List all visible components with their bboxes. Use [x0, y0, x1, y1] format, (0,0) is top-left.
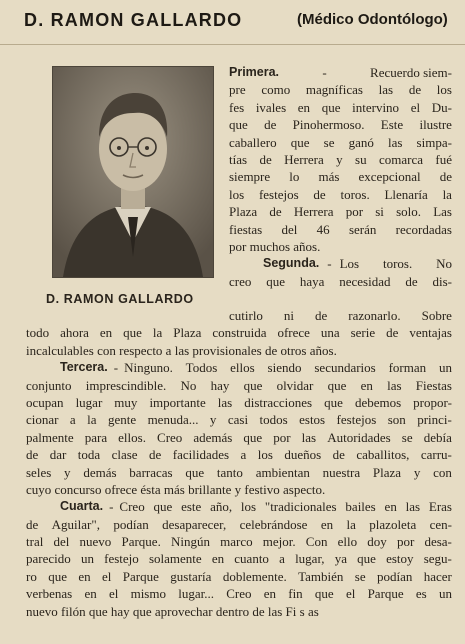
portrait-image	[53, 67, 213, 277]
photo-caption: D. RAMON GALLARDO	[46, 292, 194, 306]
header-divider	[0, 44, 465, 45]
header-name: D. RAMON GALLARDO	[24, 10, 243, 30]
article-header	[0, 0, 465, 44]
section-label-segunda: Segunda.	[263, 256, 320, 271]
text-line: Primera. - Recuerdo siem-	[229, 65, 452, 80]
section-label-cuarta: Cuarta.	[60, 499, 104, 514]
section-label-primera: Primera.	[229, 65, 280, 79]
portrait-photo	[52, 66, 214, 278]
full-width-column: cutirlo ni de razonarlo. Sobre todo ahora en que la Plaza construida ofrece una serie de ventajas incalculables con respecto a las provisionales de otros años. Tercera. - Ninguno. Todos ellos siendo secundarios forman un conjunto imprescindible. No hay que olvidar que en las Fiestas ocupan lugar muy importante las distracciones que debemos propor- cionar a la gente menuda... y casi todos estos festejos son princi- palmente para ellos. Creo además que por las Autoridades se debía de dar toda clase de facilidades a los dueños de caballitos, carru- seles y demás barracas que tanto ambientan nuestra Plaza y con cuyo concurso ofrece ésta más brillante y festivo aspecto. Cuarta. - Creo que este año, los "tradicionales bailes en las Eras de Aguilar", podían desaparecer, celebrándose en la plazoleta cen- tral del nuevo Parque. Ningún marco mejor. Con ello doy por desa- parecido un festejo solamente en cuanto a lugar, ya que estoy segu- ro que en el Parque gustaría doblemente. También se podían hacer verbenas en el mismo lugar... Creo en fin que el Parque es un nuevo filón que hay que aprovechar dentro de las Fi s as	[26, 308, 452, 619]
header-role: (Médico Odontólogo)	[297, 11, 448, 28]
section-label-tercera: Tercera.	[60, 360, 108, 375]
right-column: Primera. - Recuerdo siem- pre como magníficas las de los fes ivales en que intervino el Du- que de Pinohermoso. Este ilustre caballero que se ganó las simpa- tías de Herrera y su comarca fué siempre lo más excepcional de los festejos de toros. Llenaría la Plaza de Herrera por si solo. Las fiestas del 46 serán recordadas por muchos años. Segunda. - Los toros. No creo que haya necesidad de dis-	[229, 65, 452, 289]
